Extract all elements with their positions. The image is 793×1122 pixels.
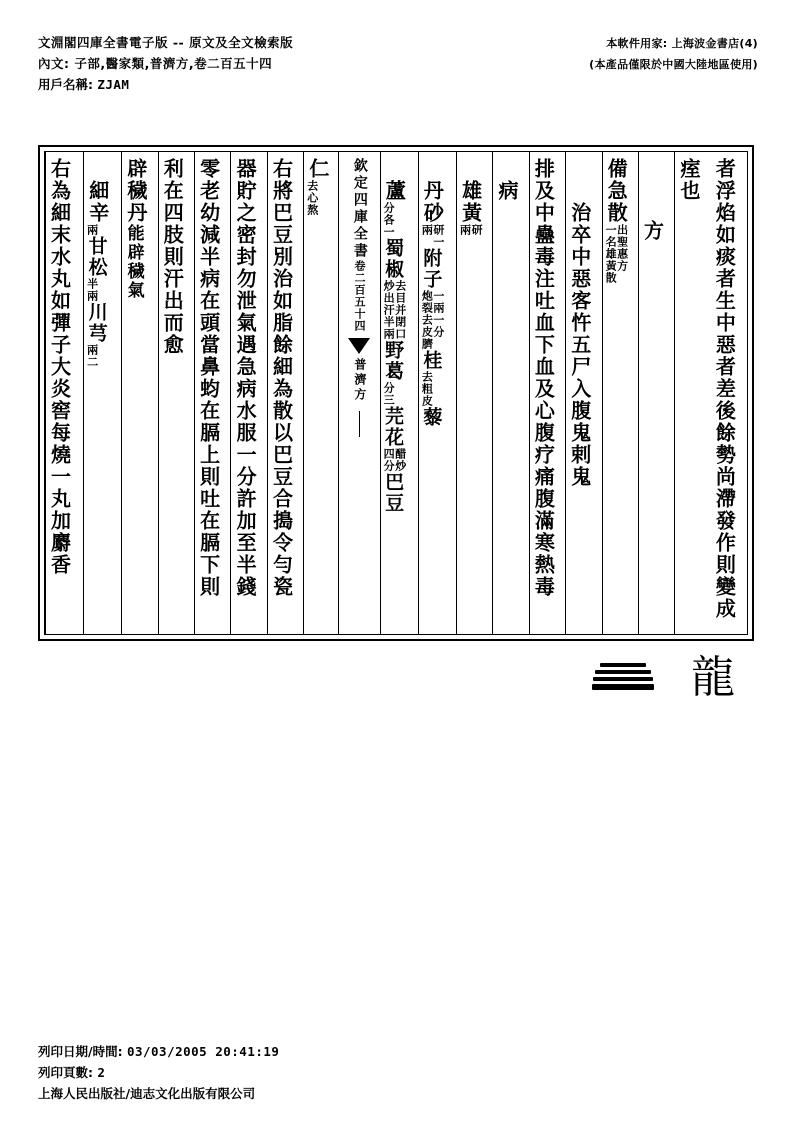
- scanned-page-body: [44, 151, 748, 635]
- column-text: 病: [494, 180, 519, 202]
- text-column-13: [230, 152, 266, 634]
- text-column-14: [194, 152, 230, 634]
- scanned-page-frame: [38, 145, 754, 641]
- text-column-7: [492, 152, 528, 634]
- licensee-label: 本軟件用家: 上海波金書店(4): [606, 37, 758, 50]
- gloss-line: 炮裂去皮臍: [420, 290, 434, 350]
- book-stack-logo: [592, 663, 654, 693]
- column-tail-note: 分三: [382, 382, 396, 406]
- book-title: 欽定四庫全書: [351, 158, 368, 260]
- gloss-note: 兩: [420, 224, 434, 236]
- column-text: 丹砂: [420, 180, 445, 224]
- text-column-3: [638, 152, 674, 634]
- column-extra: 附子: [420, 248, 443, 290]
- text-column-11: [303, 152, 338, 634]
- column-subtext: 能辟穢氣: [123, 224, 144, 300]
- gloss-line: 出聖惠方: [615, 224, 629, 272]
- text-column-6: [529, 152, 565, 634]
- column-tail2: 芫花: [382, 406, 405, 448]
- fold-dash: [359, 411, 360, 437]
- gloss-line: 去目并閉口: [393, 280, 407, 340]
- publisher-logos: [592, 652, 752, 705]
- text-column-10: [380, 152, 418, 634]
- column-tail2-gloss: [383, 448, 406, 472]
- gloss-line: 去粗皮: [420, 371, 434, 407]
- juan-label: 卷二百五十四: [353, 260, 366, 332]
- content-value: 子部,醫家類,普濟方,卷二百五十四: [74, 56, 273, 71]
- content-line: [38, 54, 272, 74]
- gloss-line: 一名雄黃散: [604, 224, 618, 284]
- column-text: 器貯之密封勿泄氣遇急病水服一分許加至半錢: [233, 158, 258, 598]
- column-gloss: [421, 224, 444, 248]
- user-label: 用戶名稱:: [38, 77, 93, 92]
- text-column-2: [674, 152, 710, 634]
- column-text: 細辛: [85, 180, 110, 224]
- document-footer: [38, 1041, 738, 1104]
- text-column-5: [565, 152, 601, 634]
- column-text: 右將巴豆別治如脂餘細為散以巴豆合搗令勻瓷: [269, 158, 294, 598]
- text-column-4: [602, 152, 638, 634]
- column-text: 治卒中惡客忤五尸入腹鬼剌鬼: [567, 202, 592, 488]
- column-tail-gloss: [421, 371, 433, 407]
- column-text: 辟穢丹: [123, 158, 148, 224]
- column-text: 雄黃: [458, 180, 483, 224]
- gloss-line: 炒出汗半兩: [382, 280, 396, 340]
- juan-number: [353, 260, 365, 332]
- gloss-line: 醋炒: [393, 448, 407, 472]
- text-column-1: [711, 152, 747, 634]
- column-tail3: 巴豆: [382, 472, 405, 514]
- column-text: 右為細末水丸如彈子大炎窖每燒一丸加麝香: [47, 158, 72, 576]
- column-tail: 川芎: [85, 302, 108, 344]
- publisher-line: 上海人民出版社/迪志文化出版有限公司: [38, 1086, 256, 1101]
- work-title: 普濟方: [352, 358, 367, 403]
- text-column-8: [456, 152, 492, 634]
- header-content-row: [38, 54, 758, 75]
- column-text: 方: [640, 220, 665, 242]
- header-title-row: [38, 33, 758, 54]
- user-value: ZJAM: [97, 77, 130, 92]
- column-text: 利在四肢則汗出而愈: [160, 158, 185, 356]
- column-note: 兩: [85, 224, 99, 236]
- gloss-note: 半兩: [85, 278, 99, 302]
- gloss-line: 研一: [431, 224, 445, 248]
- gloss-note: 四分: [382, 448, 396, 472]
- app-title: 文淵閣四庫全書電子版 -- 原文及全文檢索版: [38, 35, 294, 50]
- column-text: 排及中蠱毒注吐血下血及心腹疗痛腹滿寒熱毒: [531, 158, 556, 598]
- center-fold-column: [338, 152, 380, 634]
- gloss-note: 兩: [458, 224, 472, 236]
- print-pages-label: 列印頁數:: [38, 1065, 93, 1080]
- column-text: 痓也: [676, 158, 701, 202]
- gloss-line: 去心熬: [305, 180, 319, 216]
- column-extra: 蜀椒: [382, 238, 405, 280]
- column-gloss: [459, 224, 482, 236]
- text-column-17: [83, 152, 121, 634]
- content-label: 內文:: [38, 56, 70, 71]
- column-text: 蘆: [382, 180, 407, 202]
- column-gloss: [306, 180, 318, 216]
- column-note: 分各一: [382, 202, 396, 238]
- column-text: 零老幼減半病在頭當鼻蚐在膈上則吐在膈下則: [196, 158, 221, 598]
- column-extra-gloss: [86, 278, 98, 302]
- region-note: (本產品僅限於中國大陸地區使用): [589, 58, 758, 71]
- print-pages-line: [38, 1062, 738, 1083]
- column-tail: 野葛: [382, 340, 405, 382]
- column-text: 仁: [305, 158, 330, 180]
- column-extra-gloss: [383, 280, 406, 340]
- text-column-16: [121, 152, 157, 634]
- column-extra-gloss: [421, 290, 444, 350]
- column-gloss: [605, 224, 628, 284]
- print-pages-value: 2: [97, 1065, 106, 1080]
- gloss-note: 一兩一分: [431, 290, 445, 338]
- column-tail: 桂: [420, 350, 443, 371]
- dragon-seal-logo: 龍: [691, 652, 735, 703]
- column-text: 備急散: [604, 158, 629, 224]
- header-user-row: [38, 75, 758, 95]
- print-date-line: [38, 1041, 738, 1062]
- print-date-label: 列印日期/時間:: [38, 1044, 123, 1059]
- document-header: [38, 33, 758, 95]
- text-column-12: [267, 152, 303, 634]
- gloss-line: 研: [470, 224, 484, 236]
- fishtail-mark: [348, 338, 370, 354]
- text-column-18: [45, 152, 83, 634]
- column-tail-note: 兩二: [85, 344, 99, 368]
- text-column-15: [158, 152, 194, 634]
- print-date-value: 03/03/2005 20:41:19: [126, 1044, 280, 1059]
- column-extra: 甘松: [85, 236, 108, 278]
- column-tail2: 藜: [420, 407, 443, 428]
- column-text: 者浮焰如痰者生中惡者差後餘勢尚滯發作則變成: [712, 158, 737, 620]
- text-column-9: [418, 152, 456, 634]
